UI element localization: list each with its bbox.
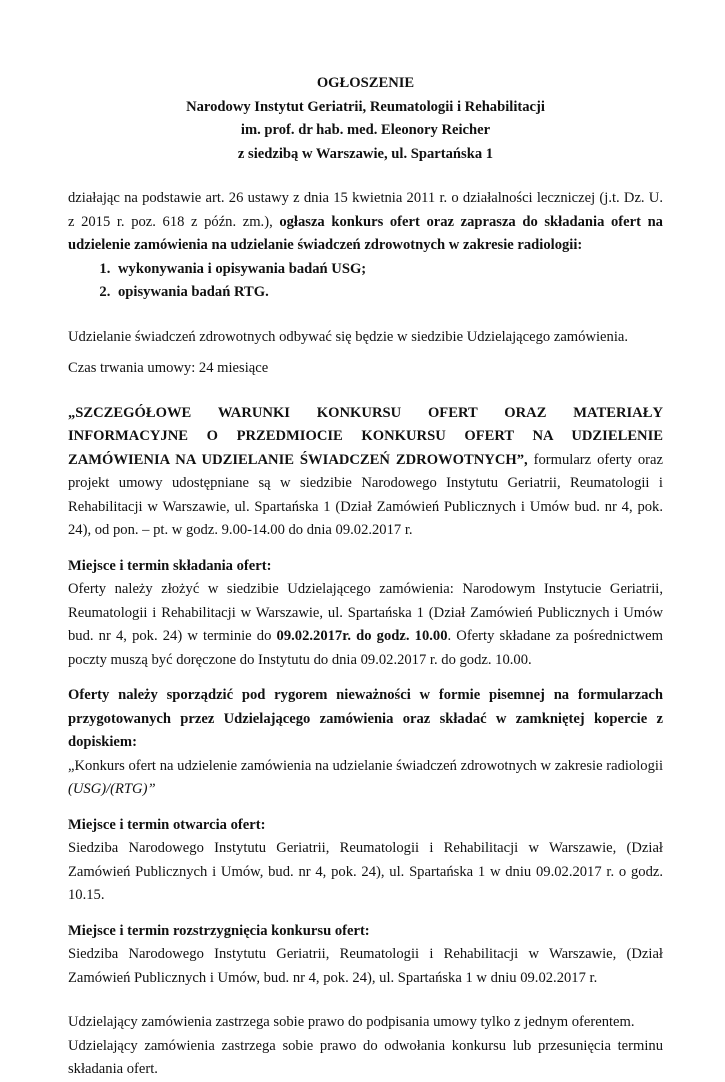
contract-duration: Czas trwania umowy: 24 miesiące [68, 360, 269, 376]
reservation-cancel: Udzielający zamówienia zastrzega sobie prawo do odwołania konkursu lub przesunięcia terminu składania ofert. [68, 1037, 663, 1077]
conditions-paragraph [68, 402, 663, 543]
envelope-note: „Konkurs ofert na udzielenie zamówienia na udzielanie świadczeń zdrowotnych w zakresie radiologii (USG)/(RTG)” [68, 757, 663, 797]
envelope-note-italic: (USG)/(RTG)” [68, 781, 156, 797]
opening-heading: Miejsce i termin otwarcia ofert: [68, 816, 266, 833]
intro-paragraph [68, 187, 663, 258]
submission-text: Oferty należy złożyć w siedzibie Udzielającego zamówienia: Narodowym Instytucie Geriatrii, Reumatologii i Rehabilitacji w Warszawie, ul. Spartańska 1 (Dział Zamówień Publicznych i Umów bud. nr 4, pok. 24) w terminie do 09.02.2017r. do godz. 10.00. Oferty składane za pośrednictwem poczty muszą być doręczone do Instytutu do dnia 09.02.2017 r. do godz. 10.00. [68, 581, 663, 668]
scope-list [68, 258, 663, 305]
place-of-service: Udzielanie świadczeń zdrowotnych odbywać się będzie w siedzibie Udzielającego zamówienia. [68, 328, 628, 345]
submission-heading: Miejsce i termin składania ofert: [68, 557, 272, 574]
header [68, 72, 663, 166]
institute-seat: z siedzibą w Warszawie, ul. Spartańska 1 [237, 145, 494, 162]
reservation-signing: Udzielający zamówienia zastrzega sobie prawo do podpisania umowy tylko z jednym oferentem. [68, 1014, 635, 1030]
institute-name: Narodowy Instytut Geriatrii, Reumatologii i Rehabilitacji [186, 98, 545, 115]
scope-item-usg: 1. wykonywania i opisywania badań USG; [114, 258, 663, 282]
resolution-text: Siedziba Narodowego Instytutu Geriatrii, Reumatologii i Rehabilitacji w Warszawie, (Dział Zamówień Publicznych i Umów, bud. nr 4, pok. 24), ul. Spartańska 1 w dniu 09.02.2017 r. [68, 946, 663, 986]
submission-deadline: 09.02.2017r. do godz. 10.00 [276, 628, 448, 644]
scope-item-rtg: 2. opisywania badań RTG. [114, 281, 663, 305]
institute-patron: im. prof. dr hab. med. Eleonory Reicher [240, 122, 491, 138]
opening-text: Siedziba Narodowego Instytutu Geriatrii, Reumatologii i Rehabilitacji w Warszawie, (Dział Zamówień Publicznych i Umów, bud. nr 4, pok. 24), ul. Spartańska 1 w dniu 09.02.2017 r. o godz. 10.15. [68, 840, 663, 903]
announcement-title: OGŁOSZENIE [316, 75, 415, 91]
resolution-heading: Miejsce i termin rozstrzygnięcia konkursu ofert: [68, 922, 370, 939]
conditions-text: formularz oferty oraz projekt umowy udostępniane są w siedzibie Narodowego Instytutu Geriatrii, Reumatologii i Rehabilitacji w Warszawie, ul. Spartańska 1 (Dział Zamówień Publicznych i Umów bud. nr 4, pok. 24), od pon. – pt. w godz. 9.00-14.00 do dnia 09.02.2017 r. [68, 451, 663, 538]
conditions-title: „SZCZEGÓŁOWE WARUNKI KONKURSU OFERT ORAZ MATERIAŁY INFORMACYJNE O PRZEDMIOCIE KONKURSU OFERT NA UDZIELENIE ZAMÓWIENIA NA UDZIELANIE ŚWIADCZEŃ ZDROWOTNYCH”, [68, 404, 663, 468]
intro-text: działając na podstawie art. 26 ustawy z dnia 15 kwietnia 2011 r. o działalności leczniczej (j.t. Dz. U. z 2015 r. poz. 618 z późn. zm.), [68, 190, 663, 230]
form-requirement: Oferty należy sporządzić pod rygorem nieważności w formie pisemnej na formularzach przygotowanych przez Udzielającego zamówienia oraz składać w zamkniętej kopercie z dopiskiem: [68, 687, 663, 750]
intro-bold: ogłasza konkurs ofert oraz zaprasza do składania ofert na udzielenie zamówienia na udzielanie świadczeń zdrowotnych w zakresie radiologii: [68, 213, 663, 253]
